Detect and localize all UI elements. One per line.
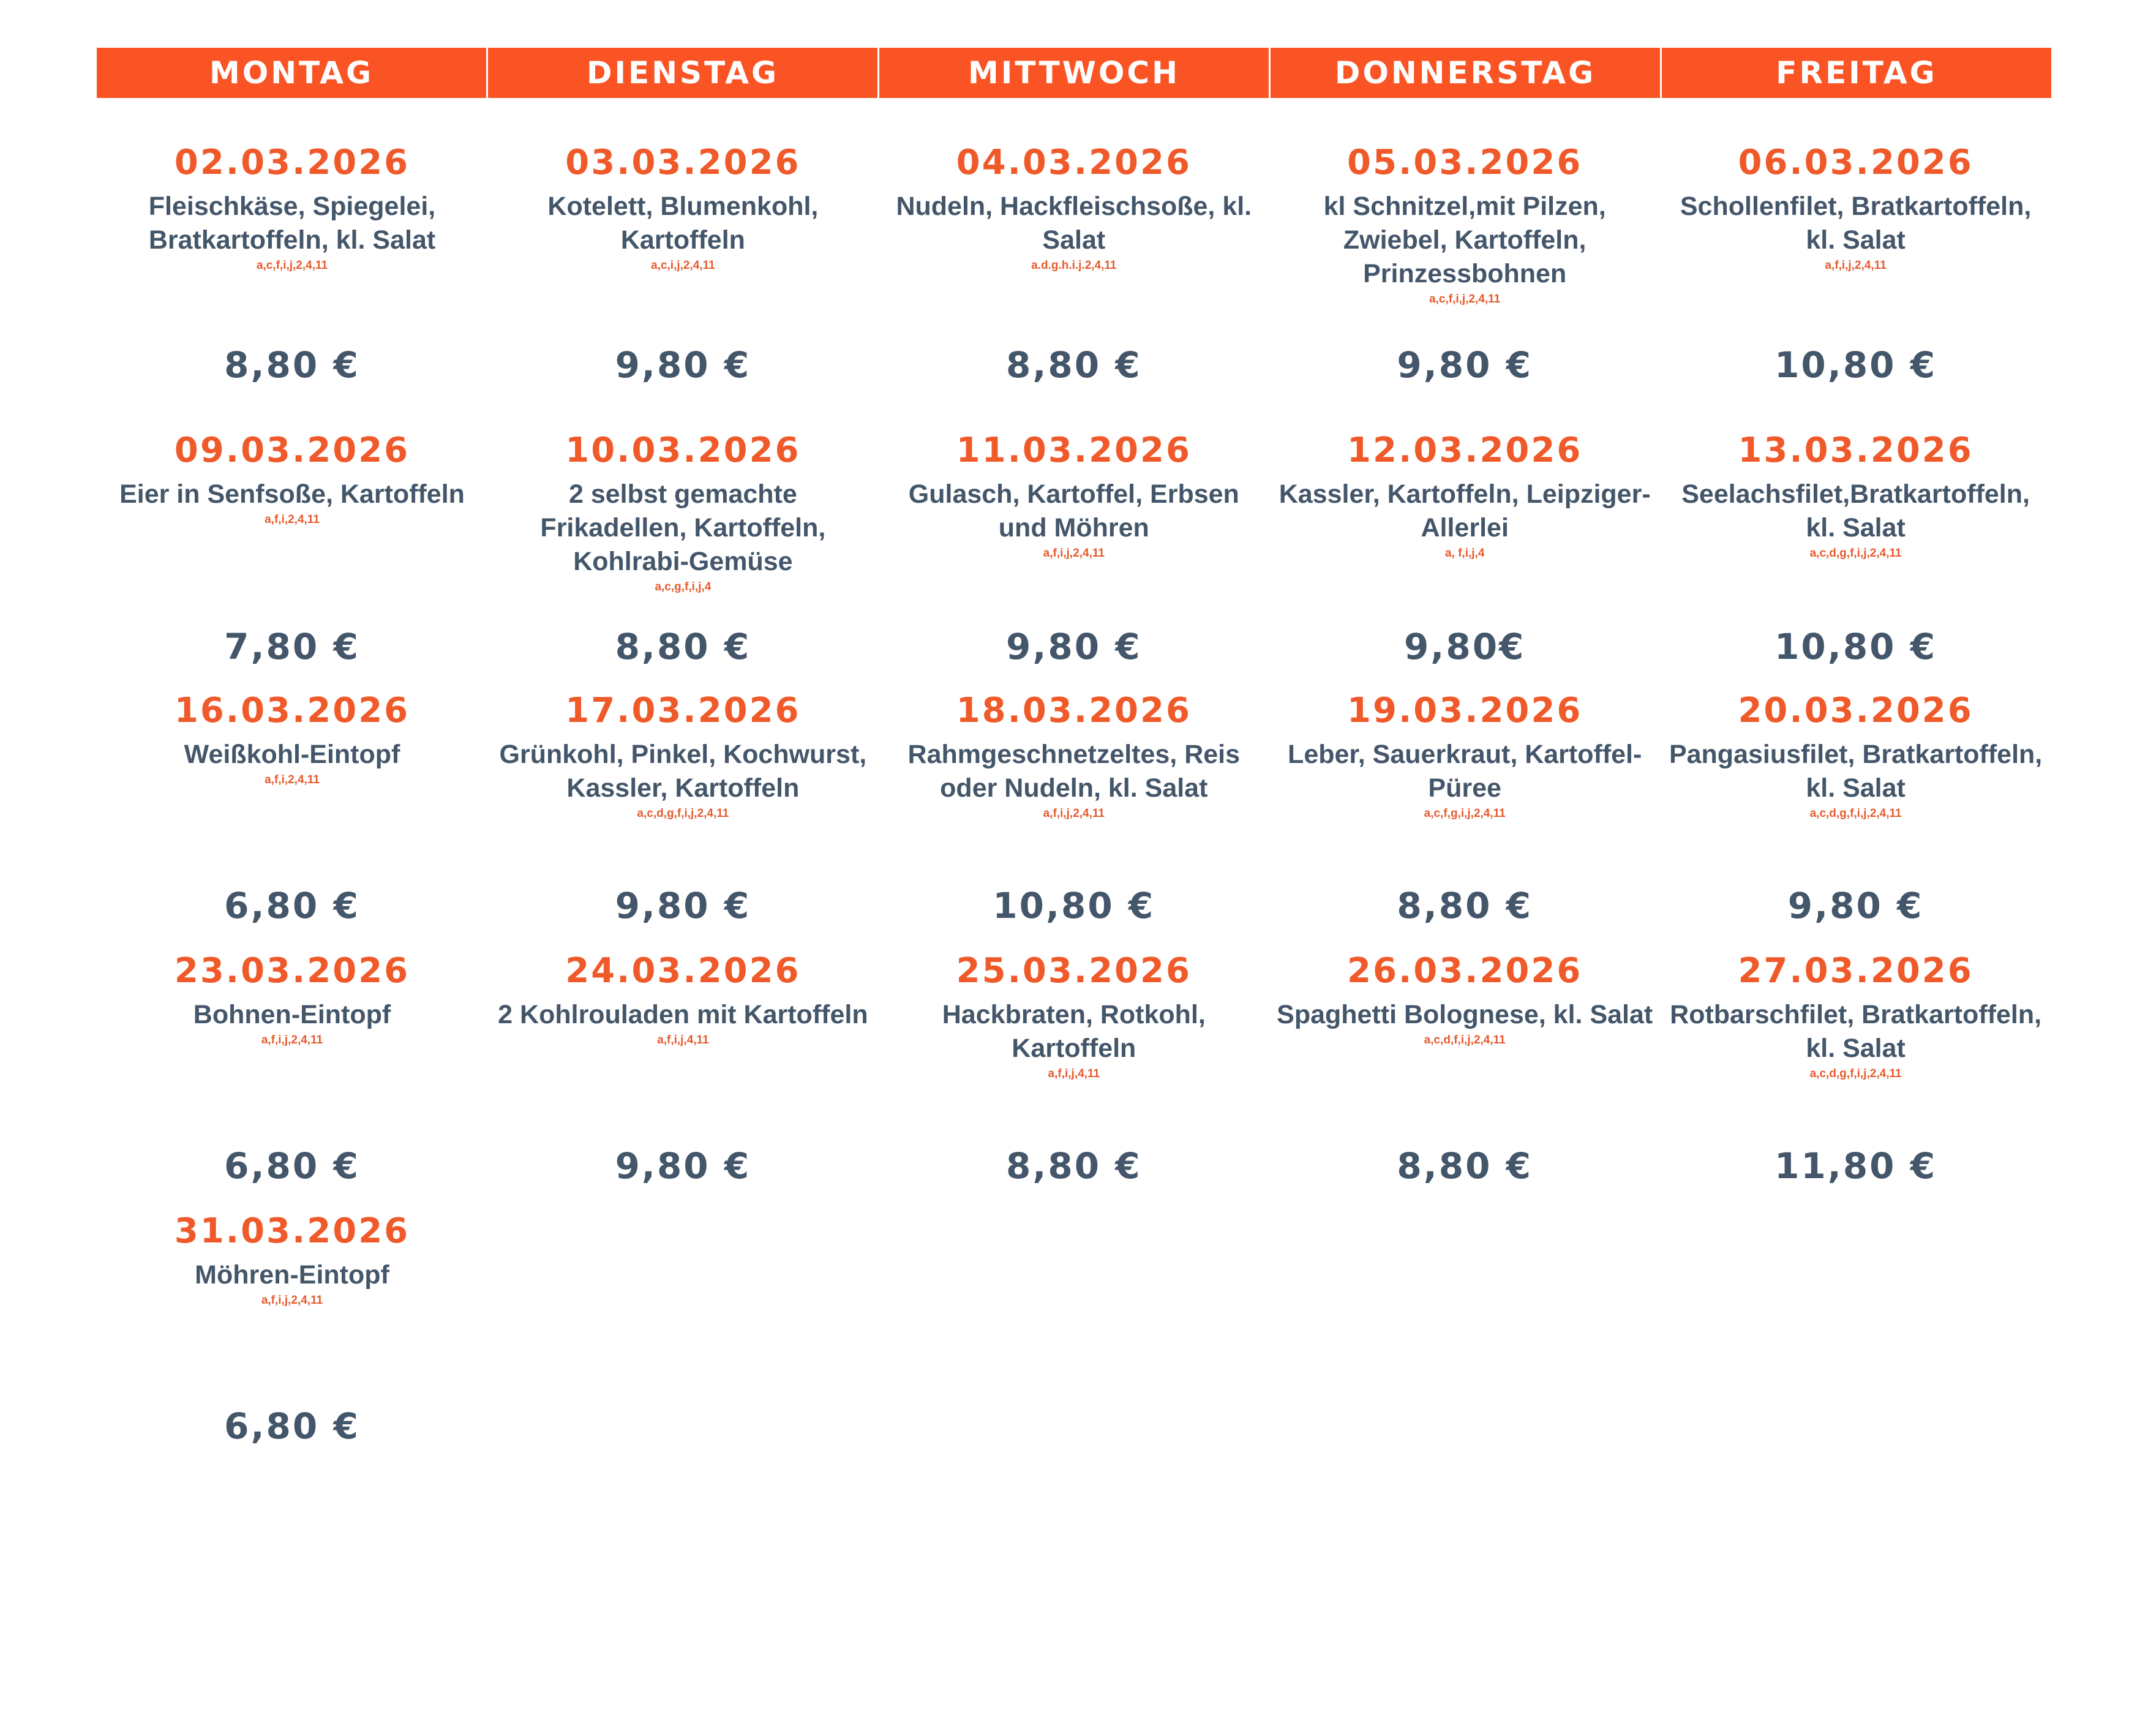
menu-date: 02.03.2026 xyxy=(174,143,410,182)
menu-dish: Spaghetti Bolognese, kl. Salat xyxy=(1277,1000,1653,1029)
menu-dish: Möhren-Eintopf xyxy=(195,1260,389,1290)
menu-dish: Bohnen-Eintopf xyxy=(193,1000,391,1029)
allergen-codes: a,f,i,j,2,4,11 xyxy=(1043,807,1105,820)
menu-price: 6,80 € xyxy=(224,1405,360,1447)
menu-day xyxy=(487,141,878,398)
menu-price: 11,80 € xyxy=(1774,1145,1937,1187)
allergen-codes: a,c,f,i,j,2,4,11 xyxy=(1429,293,1501,306)
menu-date: 06.03.2026 xyxy=(1738,143,1973,182)
menu-day xyxy=(1661,949,2051,1206)
menu-date: 10.03.2026 xyxy=(565,430,801,470)
menu-dish: Grünkohl, Pinkel, Kochwurst, Kassler, Kartoffeln xyxy=(499,740,867,803)
allergen-codes: a.d.g.h.i.j.2,4,11 xyxy=(1031,259,1117,272)
menu-dish: kl Schnitzel,mit Pilzen, Zwiebel, Kartoffeln, Prinzessbohnen xyxy=(1323,192,1606,288)
menu-dish: 2 Kohlrouladen mit Kartoffeln xyxy=(498,1000,868,1029)
menu-dish: Pangasiusfilet, Bratkartoffeln, kl. Salat xyxy=(1669,740,2043,803)
allergen-codes: a,f,i,2,4,11 xyxy=(265,773,320,786)
allergen-codes: a,c,f,g,i,j,2,4,11 xyxy=(1424,807,1506,820)
menu-date: 26.03.2026 xyxy=(1347,951,1583,991)
menu-dish: Gulasch, Kartoffel, Erbsen und Möhren xyxy=(908,479,1239,543)
menu-date: 03.03.2026 xyxy=(565,143,801,182)
weekday-header xyxy=(97,48,2051,98)
menu-price: 9,80 € xyxy=(1787,885,1924,926)
menu-date: 19.03.2026 xyxy=(1347,691,1583,731)
menu-day xyxy=(97,1209,487,1467)
menu-date: 11.03.2026 xyxy=(956,430,1192,470)
menu-day xyxy=(97,141,487,398)
menu-day xyxy=(487,689,878,946)
weekday-thursday: DONNERSTAG xyxy=(1271,48,1662,98)
menu-dish: Nudeln, Hackfleischsoße, kl. Salat xyxy=(896,192,1252,255)
menu-dish: Seelachsfilet,Bratkartoffeln, kl. Salat xyxy=(1681,479,2030,543)
menu-day xyxy=(879,689,1269,946)
allergen-codes: a,f,i,j,2,4,11 xyxy=(261,1034,323,1046)
menu-price: 9,80 € xyxy=(615,344,751,386)
menu-date: 23.03.2026 xyxy=(174,951,410,991)
menu-date: 16.03.2026 xyxy=(174,691,410,731)
menu-price: 8,80 € xyxy=(1005,1145,1142,1187)
allergen-codes: a,c,d,g,f,i,j,2,4,11 xyxy=(637,807,729,820)
menu-price: 9,80 € xyxy=(615,1145,751,1187)
menu-price: 10,80 € xyxy=(1774,626,1937,667)
menu-dish: Weißkohl-Eintopf xyxy=(184,740,400,769)
menu-day xyxy=(879,429,1269,686)
menu-date: 25.03.2026 xyxy=(956,951,1192,991)
menu-day xyxy=(879,949,1269,1206)
menu-date: 18.03.2026 xyxy=(956,691,1192,731)
menu-date: 24.03.2026 xyxy=(565,951,801,991)
menu-price: 6,80 € xyxy=(224,885,360,926)
menu-date: 12.03.2026 xyxy=(1347,430,1583,470)
allergen-codes: a,f,i,j,4,11 xyxy=(1048,1067,1100,1080)
allergen-codes: a, f,i,j,4 xyxy=(1444,547,1485,560)
menu-day xyxy=(1269,949,1660,1206)
menu-dish: Schollenfilet, Bratkartoffeln, kl. Salat xyxy=(1680,192,2032,255)
menu-day xyxy=(1269,689,1660,946)
menu-date: 04.03.2026 xyxy=(956,143,1192,182)
weekday-wednesday: MITTWOCH xyxy=(879,48,1271,98)
menu-price: 8,80 € xyxy=(1005,344,1142,386)
allergen-codes: a,c,d,f,i,j,2,4,11 xyxy=(1424,1034,1506,1046)
allergen-codes: a,f,i,j,2,4,11 xyxy=(261,1294,323,1307)
menu-price: 9,80 € xyxy=(615,885,751,926)
weekday-tuesday: DIENSTAG xyxy=(488,48,879,98)
menu-day xyxy=(1661,429,2051,686)
allergen-codes: a,c,d,g,f,i,j,2,4,11 xyxy=(1809,547,1902,560)
allergen-codes: a,f,i,2,4,11 xyxy=(265,513,320,526)
menu-price: 6,80 € xyxy=(224,1145,360,1187)
allergen-codes: a,c,f,i,j,2,4,11 xyxy=(256,259,328,272)
menu-day xyxy=(97,429,487,686)
menu-price: 10,80 € xyxy=(993,885,1155,926)
menu-date: 17.03.2026 xyxy=(565,691,801,731)
menu-day xyxy=(97,949,487,1206)
allergen-codes: a,c,i,j,2,4,11 xyxy=(651,259,715,272)
menu-price: 8,80 € xyxy=(224,344,360,386)
menu-day xyxy=(487,429,878,686)
menu-day xyxy=(97,689,487,946)
menu-date: 13.03.2026 xyxy=(1738,430,1973,470)
allergen-codes: a,c,d,g,f,i,j,2,4,11 xyxy=(1809,1067,1902,1080)
menu-date: 27.03.2026 xyxy=(1738,951,1973,991)
menu-price: 9,80€ xyxy=(1403,626,1526,667)
menu-dish: Rotbarschfilet, Bratkartoffeln, kl. Salat xyxy=(1670,1000,2042,1063)
menu-price: 8,80 € xyxy=(615,626,751,667)
menu-date: 09.03.2026 xyxy=(174,430,410,470)
menu-date: 20.03.2026 xyxy=(1738,691,1973,731)
weekday-monday: MONTAG xyxy=(97,48,488,98)
allergen-codes: a,f,i,j,2,4,11 xyxy=(1825,259,1887,272)
allergen-codes: a,f,i,j,4,11 xyxy=(657,1034,709,1046)
menu-day xyxy=(1661,141,2051,398)
menu-price: 7,80 € xyxy=(224,626,360,667)
menu-date: 31.03.2026 xyxy=(174,1211,410,1251)
menu-dish: Hackbraten, Rotkohl, Kartoffeln xyxy=(942,1000,1206,1063)
menu-dish: Fleischkäse, Spiegelei, Bratkartoffeln, kl. Salat xyxy=(148,192,436,255)
menu-price: 10,80 € xyxy=(1774,344,1937,386)
menu-dish: Rahmgeschnetzeltes, Reis oder Nudeln, kl. Salat xyxy=(907,740,1241,803)
menu-dish: Kassler, Kartoffeln, Leipziger-Allerlei xyxy=(1279,479,1651,543)
menu-day xyxy=(1269,429,1660,686)
menu-price: 9,80 € xyxy=(1397,344,1533,386)
weekday-friday: FREITAG xyxy=(1662,48,2051,98)
menu-dish: Leber, Sauerkraut, Kartoffel-Püree xyxy=(1288,740,1642,803)
menu-dish: 2 selbst gemachte Frikadellen, Kartoffeln, Kohlrabi-Gemüse xyxy=(540,479,826,576)
menu-price: 8,80 € xyxy=(1397,1145,1533,1187)
allergen-codes: a,c,g,f,i,j,4 xyxy=(655,581,712,593)
menu-day xyxy=(879,141,1269,398)
menu-day xyxy=(487,949,878,1206)
allergen-codes: a,c,d,g,f,i,j,2,4,11 xyxy=(1809,807,1902,820)
menu-day xyxy=(1661,689,2051,946)
menu-date: 05.03.2026 xyxy=(1347,143,1583,182)
menu-day xyxy=(1269,141,1660,398)
menu-dish: Eier in Senfsoße, Kartoffeln xyxy=(119,479,465,509)
menu-price: 8,80 € xyxy=(1397,885,1533,926)
allergen-codes: a,f,i,j,2,4,11 xyxy=(1043,547,1105,560)
menu-price: 9,80 € xyxy=(1005,626,1142,667)
menu-dish: Kotelett, Blumenkohl, Kartoffeln xyxy=(547,192,819,255)
